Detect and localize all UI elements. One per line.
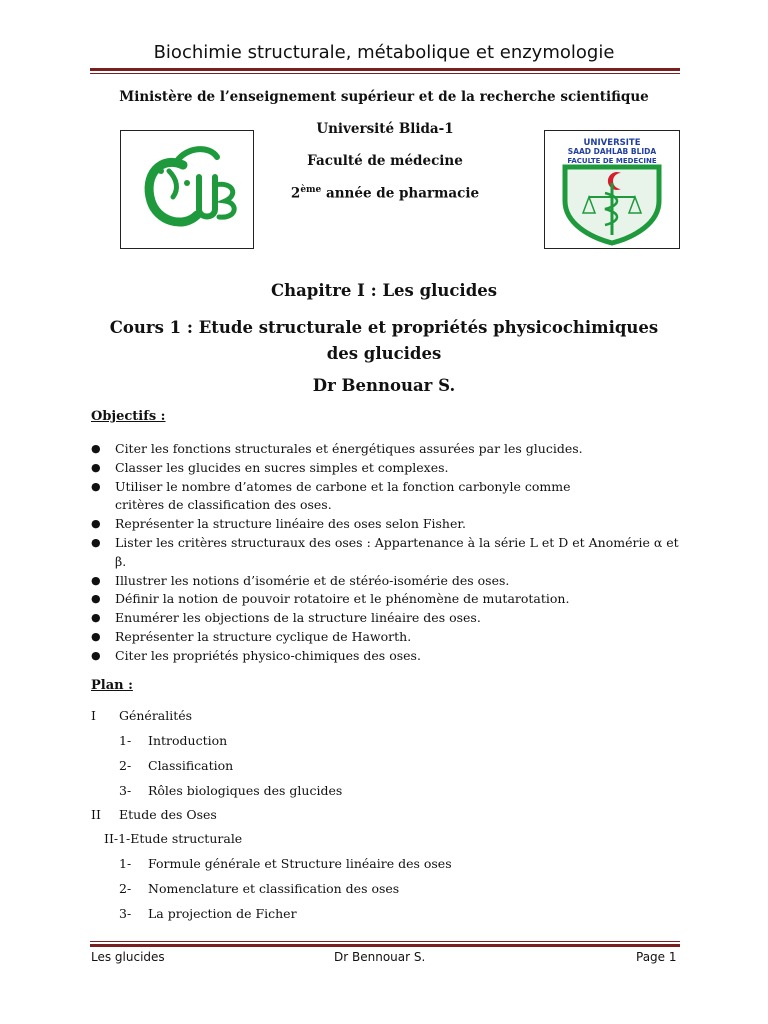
list-item: ● Classer les glucides en sucres simples et complexes. [91, 459, 681, 478]
plan-number: 3- [119, 783, 132, 798]
footer-center: Dr Bennouar S. [334, 950, 426, 964]
plan-text: Etude des Oses [119, 807, 217, 822]
plan-text: Formule générale et Structure linéaire des oses [148, 856, 452, 871]
bullet-icon: ● [91, 535, 101, 549]
author-name: Dr Bennouar S. [312, 376, 456, 395]
plan-item [104, 831, 242, 846]
footer-left: Les glucides [91, 950, 165, 964]
plan-text: La projection de Ficher [148, 906, 297, 921]
list-item: ● Enumérer les objections de la structure linéaire des oses. [91, 609, 681, 628]
plan-heading: Plan : [91, 678, 133, 693]
plan-number: 2- [119, 758, 132, 773]
faculty-logo-right [544, 130, 680, 249]
list-item: ● Illustrer les notions d’isomérie et de stéréo-isomérie des oses. [91, 572, 681, 591]
year-number: 2 [290, 185, 301, 202]
faculty-crest-graphic [545, 131, 679, 248]
university-line: Université Blida-1 [316, 121, 454, 137]
list-item: ● Citer les propriétés physico-chimiques des oses. [91, 647, 681, 666]
bullet-icon: ● [91, 517, 101, 531]
faculty-line: Faculté de médecine [307, 153, 463, 169]
bullet-icon: ● [91, 442, 101, 455]
bullet-icon: ● [91, 479, 101, 493]
plan-text: Nomenclature et classification des oses [148, 881, 400, 896]
plan-text: Généralités [119, 708, 193, 723]
year-superscript: ème [300, 185, 322, 195]
plan-number: 2- [119, 881, 132, 896]
bullet-icon: ● [91, 573, 101, 587]
footer-rule-thick [90, 944, 680, 947]
crest-text-2: SAAD DAHLAB BLIDA [567, 147, 657, 156]
university-logo-left [120, 130, 254, 249]
list-item: ● Définir la notion de pouvoir rotatoire et le phénomène de mutarotation. [91, 590, 681, 609]
course-title: Cours 1 : Etude structurale et propriétés physicochimiques des glucides [109, 318, 659, 363]
list-item: ● Représenter la structure linéaire des oses selon Fisher. [91, 515, 681, 534]
footer-rule-thin [90, 941, 680, 942]
plan-text: Rôles biologiques des glucides [148, 783, 343, 798]
chapter-title: Chapitre I : Les glucides [270, 281, 498, 300]
crest-text-1: UNIVERSITE [583, 138, 641, 148]
crest-text-3: FACULTE DE MEDECINE [567, 157, 657, 165]
year-line [250, 185, 520, 202]
header-rule-thin [90, 73, 680, 74]
list-item: ● Lister les critères structuraux des oses : Appartenance à la série L et D et Anomérie α et β. [91, 534, 679, 569]
bullet-icon: ● [91, 648, 101, 662]
ministry-line: Ministère de l’enseignement supérieur et de la recherche scientifique [119, 89, 649, 105]
plan-text: II-1-Etude structurale [104, 831, 243, 846]
year-rest: année de pharmacie [321, 185, 480, 202]
list-item: ● Représenter la structure cyclique de Haworth. [91, 628, 681, 647]
page-number: Page 1 [636, 950, 677, 964]
plan-number: 1- [119, 856, 132, 871]
header-rule-thick [90, 68, 680, 71]
plan-text: Classification [148, 758, 234, 773]
bullet-icon: ● [91, 592, 101, 606]
bullet-icon: ● [91, 460, 101, 474]
objectives-list [91, 440, 681, 666]
plan-number: 1- [119, 733, 132, 748]
plan-text: Introduction [148, 733, 228, 748]
plan-number: II [91, 807, 101, 822]
list-item: ● Citer les fonctions structurales et énergétiques assurées par les glucides. [91, 440, 681, 459]
document-header-title: Biochimie structurale, métabolique et enzymologie [153, 42, 615, 63]
bullet-icon: ● [91, 611, 101, 625]
list-item: ● Utiliser le nombre d’atomes de carbone et la fonction carbonyle comme critères de classification des oses. [91, 478, 571, 513]
plan-number: 3- [119, 906, 132, 921]
bullet-icon: ● [91, 629, 101, 643]
objectives-heading: Objectifs : [91, 409, 166, 424]
ub-logo-graphic [121, 131, 253, 248]
plan-number: I [91, 708, 96, 723]
